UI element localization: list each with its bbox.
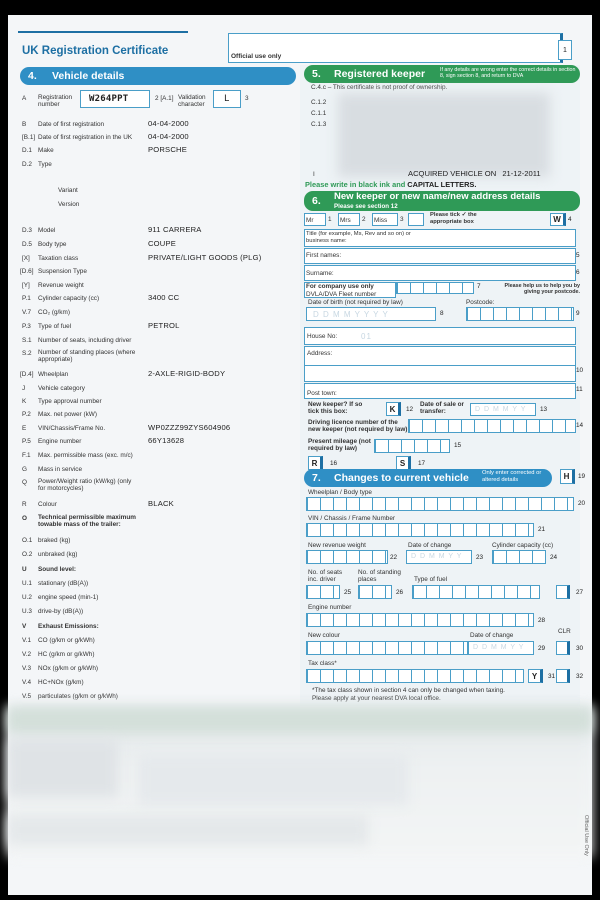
new-revenue-field[interactable] — [306, 550, 388, 564]
row-label: Version — [58, 201, 80, 208]
row-label: Number of seats, including driver — [38, 337, 132, 344]
row-code: [B.1] — [22, 134, 36, 141]
row-label: Power/Weight ratio (kW/kg) (only for motorcycles) — [38, 478, 132, 493]
first-names-label: First names: — [306, 252, 342, 259]
postcode-label: Postcode: — [466, 299, 495, 306]
row-code: K — [22, 398, 27, 405]
row-value: PORSCHE — [148, 145, 187, 154]
fleet-label: DVLA/DVA Fleet number — [306, 291, 377, 298]
h-box — [560, 469, 575, 484]
date-change2-placeholder: D D M M Y Y — [473, 644, 525, 651]
date-sale-field[interactable] — [470, 403, 536, 416]
row-value: PRIVATE/LIGHT GOODS (PLG) — [148, 253, 262, 262]
first-names-num: 5 — [576, 252, 580, 259]
cylinder-label: Cylinder capacity (cc) — [492, 542, 554, 549]
row-label: particulates (g/km or g/kWh) — [38, 693, 118, 700]
surname-label: Surname: — [306, 270, 334, 277]
mrs-num: 2 — [362, 216, 366, 223]
wheelplan-field[interactable] — [306, 497, 574, 511]
side-official-use: Official Use Only — [583, 815, 589, 856]
row-code: [D.4] — [20, 371, 34, 378]
fleet-num: 7 — [477, 283, 481, 290]
fleet-number-boxes[interactable] — [396, 282, 474, 294]
tick-note: Please tick ✓ the appropriate box — [430, 212, 477, 225]
licence-num: 14 — [576, 422, 584, 429]
date-change-label: Date of change — [408, 542, 452, 549]
company-use-box — [304, 282, 396, 298]
engine-change-label: Engine number — [308, 604, 352, 611]
row-value: 04-04-2000 — [148, 119, 189, 128]
ink-instruction-text: Please write in black ink and — [305, 180, 408, 189]
title-checkboxes-row — [304, 213, 580, 227]
row-label: Date of first registration — [38, 121, 105, 128]
tax-footnote-2: Please apply at your nearest DVA local office. — [312, 695, 441, 702]
row-code: V.3 — [22, 665, 32, 672]
acquired-label: ACQUIRED VEHICLE ON — [408, 169, 497, 178]
row-code: [D.6] — [20, 268, 34, 275]
section6-header — [304, 191, 580, 211]
section7-title: Changes to current vehicle — [334, 472, 469, 484]
engine-change-field[interactable] — [306, 613, 534, 627]
row-value: 911 CARRERA — [148, 225, 202, 234]
cylinder-field[interactable] — [492, 550, 546, 564]
y-box-letter: Y — [531, 672, 538, 681]
cylinder-num: 24 — [550, 554, 558, 561]
standing-label: No. of standing places — [358, 569, 401, 584]
section4-title: Vehicle details — [52, 70, 125, 82]
r-box — [308, 456, 323, 470]
row-label: Technical permissible maximum towable mass of the trailer: — [38, 514, 136, 529]
house-no-field[interactable] — [304, 327, 576, 345]
clr-box[interactable] — [556, 641, 570, 655]
row-value: COUPE — [148, 239, 177, 248]
clr-num: 30 — [576, 645, 584, 652]
row-code: G — [22, 466, 27, 473]
miss-num: 3 — [400, 216, 404, 223]
h-num: 19 — [578, 473, 586, 480]
acquired-vehicle-line — [408, 169, 541, 178]
miss-label: Miss — [374, 217, 388, 224]
address-field[interactable] — [304, 346, 576, 382]
licence-label: Driving licence number of the new keeper (not required by law) — [308, 419, 408, 434]
registration-number-box — [80, 90, 150, 108]
registration-number: W264PPT — [89, 94, 129, 104]
first-names-field[interactable] — [304, 248, 576, 264]
date-change2-label: Date of change — [470, 632, 514, 639]
official-use-label: Official use only — [231, 53, 282, 60]
vin-change-num: 21 — [538, 526, 546, 533]
redacted-keeper-details — [338, 93, 550, 177]
row-label: drive-by (dB(A)) — [38, 608, 84, 615]
tax-class-field[interactable] — [306, 669, 524, 683]
section5-note: If any details are wrong enter the correct details in section 8, sign section 8, and return to DVA — [440, 67, 576, 80]
row-code: D.3 — [22, 227, 32, 234]
row-code: [X] — [22, 255, 30, 262]
s-num: 17 — [418, 460, 426, 467]
row-code: V.7 — [22, 309, 32, 316]
seats-num: 25 — [344, 589, 352, 596]
acquired-date: 21-12-2011 — [502, 169, 541, 178]
dob-label: Date of birth (not required by law) — [308, 299, 403, 306]
redacted-block-1 — [8, 739, 118, 797]
section5-number: 5. — [312, 68, 321, 80]
row-code: U.1 — [22, 580, 32, 587]
row-label: engine speed (min-1) — [38, 594, 99, 601]
section6-subtitle: Please see section 12 — [334, 203, 398, 210]
row-code: S.1 — [22, 337, 32, 344]
tax-code-box[interactable] — [556, 669, 570, 683]
address-divider — [305, 365, 575, 366]
seats-field[interactable] — [306, 585, 340, 599]
postcode-field[interactable] — [466, 307, 574, 321]
row-label: VIN/Chassis/Frame No. — [38, 425, 106, 432]
k-box-letter: K — [389, 405, 396, 414]
address-label: Address: — [307, 350, 333, 357]
company-use-label: For company use only — [306, 283, 374, 290]
section5-title: Registered keeper — [334, 68, 426, 80]
row-label: Mass in service — [38, 466, 83, 473]
row-label: Wheelplan — [38, 371, 69, 378]
r-num: 16 — [330, 460, 338, 467]
fuel-field[interactable] — [412, 585, 540, 599]
row-label: Revenue weight — [38, 282, 84, 289]
row-code: U — [22, 566, 27, 573]
h-box-letter: H — [563, 472, 570, 481]
row-label: HC (g/km or g/kWh) — [38, 651, 95, 658]
row-label: Max. permissible mass (exc. m/c) — [38, 452, 133, 459]
row-value: PETROL — [148, 321, 180, 330]
row-label: Body type — [38, 241, 67, 248]
mrs-label: Mrs — [340, 217, 351, 224]
row-label: Model — [38, 227, 56, 234]
r-box-letter: R — [311, 459, 318, 468]
row-code: P.5 — [22, 438, 31, 445]
row-value: 2-AXLE-RIGID-BODY — [148, 369, 226, 378]
miss-checkbox[interactable] — [372, 213, 398, 226]
row-code: U.3 — [22, 608, 32, 615]
row-code: V.2 — [22, 651, 32, 658]
row-label: Vehicle category — [38, 385, 85, 392]
row-code: O.1 — [22, 537, 33, 544]
keeper-code-c11: C.1.1 — [311, 110, 327, 117]
redacted-block-2 — [138, 755, 408, 805]
post-town-label: Post town: — [307, 390, 337, 397]
row-value: 66Y13628 — [148, 436, 185, 445]
keeper-code-c13: C.1.3 — [311, 121, 327, 128]
row-label: Type approval number — [38, 398, 102, 405]
redacted-band-green — [8, 707, 592, 733]
row-code: U.2 — [22, 594, 32, 601]
row-value: WP0ZZZ99ZYS604906 — [148, 423, 231, 432]
row-label: Engine number — [38, 438, 82, 445]
row-code: P.1 — [22, 295, 31, 302]
section4-number: 4. — [28, 70, 37, 82]
new-keeper-question: New keeper? If so tick this box: — [308, 401, 363, 416]
tax-footnote-1: *The tax class shown in section 4 can only be changed when taxing. — [312, 687, 505, 694]
row-code: F.1 — [22, 452, 31, 459]
new-colour-label: New colour — [308, 632, 340, 639]
date-sale-label: Date of sale or transfer: — [420, 401, 465, 416]
standing-field[interactable] — [358, 585, 392, 599]
row-code: S.2 — [22, 350, 32, 357]
s-box-letter: S — [399, 459, 406, 468]
validation-character-box — [213, 90, 241, 108]
date-sale-placeholder: D D M M Y Y — [475, 406, 527, 413]
row-label: Make — [38, 147, 54, 154]
row-code: D.5 — [22, 241, 32, 248]
surname-field[interactable] — [304, 265, 576, 281]
row-label: CO (g/km or g/kWh) — [38, 637, 95, 644]
section5-header — [304, 65, 580, 83]
fuel-num: 27 — [576, 589, 584, 596]
row-label: Date of first registration in the UK — [38, 134, 133, 141]
row-label: Cylinder capacity (cc) — [38, 295, 100, 302]
mr-label: Mr — [306, 217, 314, 224]
row-label: braked (kg) — [38, 537, 71, 544]
mileage-field[interactable] — [374, 439, 450, 453]
w-box — [550, 213, 566, 226]
new-revenue-label: New revenue weight — [308, 542, 366, 549]
y-num: 31 — [548, 673, 556, 680]
section7-header — [304, 469, 552, 487]
dob-field[interactable] — [306, 307, 436, 321]
row-label: HC+NOx (g/km) — [38, 679, 84, 686]
row-code: P.2 — [22, 411, 31, 418]
row-label: Max. net power (kW) — [38, 411, 97, 418]
row-code: R — [22, 501, 27, 508]
reg-label: Registration number — [38, 94, 73, 109]
house-no-placeholder: 01 — [361, 332, 372, 341]
registration-certificate — [8, 15, 592, 895]
validation-label: Validation character — [178, 94, 206, 109]
clr-label: CLR — [558, 628, 571, 635]
section6-number: 6. — [312, 195, 321, 207]
row-code: B — [22, 121, 27, 128]
row-code: P.3 — [22, 323, 31, 330]
address-num: 10 — [576, 367, 584, 374]
date-change-num: 23 — [476, 554, 484, 561]
date-change-field[interactable] — [406, 550, 472, 564]
colour-num: 29 — [538, 645, 546, 652]
title-business-field[interactable] — [304, 229, 576, 247]
new-revenue-num: 22 — [390, 554, 398, 561]
row-label: Type — [38, 161, 52, 168]
wheelplan-num: 20 — [578, 500, 586, 507]
dob-num: 8 — [440, 310, 444, 317]
row-label: Type of fuel — [38, 323, 72, 330]
tax-class-label: Tax class* — [308, 660, 337, 667]
post-town-field[interactable] — [304, 383, 576, 399]
document-title: UK Registration Certificate — [22, 45, 169, 57]
mrs-checkbox[interactable] — [338, 213, 360, 226]
fuel-label: Type of fuel — [414, 576, 448, 583]
row-code: V.1 — [22, 637, 32, 644]
new-keeper-num: 12 — [406, 406, 414, 413]
row-code: O.2 — [22, 551, 33, 558]
row-code: D.1 — [22, 147, 32, 154]
acquired-code: I — [313, 171, 315, 178]
validation-character: L — [224, 94, 230, 104]
row-value: 04-04-2000 — [148, 132, 189, 141]
reg-code: A — [22, 95, 27, 102]
date-sale-num: 13 — [540, 406, 548, 413]
mr-checkbox[interactable] — [304, 213, 326, 226]
help-postcode-note: Please help us to help you by giving your postcode. — [504, 283, 580, 296]
dob-placeholder: D D M M Y Y Y Y — [313, 310, 389, 319]
w-num: 4 — [568, 216, 572, 223]
row-code: J — [22, 385, 26, 392]
vin-change-label: VIN / Chassis / Frame Number — [308, 515, 396, 522]
date-change-placeholder: D D M M Y Y — [411, 553, 463, 560]
row-label: Suspension Type — [38, 268, 87, 275]
page-number: 1 — [563, 47, 567, 54]
section7-note: Only enter corrected or altered details — [482, 470, 542, 483]
fuel-code-box[interactable] — [556, 585, 570, 599]
row-code: Q — [22, 479, 27, 486]
validation-code: 2 [A.1] — [155, 95, 174, 102]
mileage-label: Present mileage (not required by law) — [308, 438, 371, 453]
row-value: BLACK — [148, 499, 174, 508]
postcode-num: 9 — [576, 310, 580, 317]
w-box-letter: W — [553, 215, 561, 224]
page-number-box — [558, 40, 572, 60]
redacted-block-3 — [8, 815, 368, 845]
row-label: stationary (dB(A)) — [38, 580, 89, 587]
row-code: O — [22, 515, 27, 522]
row-label: Taxation class — [38, 255, 79, 262]
row-label: Variant — [58, 187, 78, 194]
surname-num: 6 — [576, 269, 580, 276]
row-label: Exhaust Emissions: — [38, 623, 99, 630]
title-business-label: Title (for example, Ms, Rev and so on) or business name: — [306, 231, 411, 244]
tax-num: 32 — [576, 673, 584, 680]
house-no-label: House No: — [307, 333, 338, 340]
row-code: V.4 — [22, 679, 32, 686]
proof-of-ownership-note: C.4.c – This certificate is not proof of ownership. — [311, 84, 448, 91]
row-code: E — [22, 425, 27, 432]
row-label: CO₂ (g/km) — [38, 309, 70, 316]
date-change2-field[interactable] — [468, 641, 534, 655]
wheelplan-label: Wheelplan / Body type — [308, 489, 372, 496]
y-box — [528, 669, 543, 683]
row-label: unbraked (kg) — [38, 551, 78, 558]
validation-num: 3 — [245, 95, 249, 102]
row-value: 3400 CC — [148, 293, 180, 302]
post-town-num: 11 — [576, 386, 583, 393]
section4-header — [20, 67, 296, 85]
licence-field[interactable] — [408, 419, 576, 433]
row-code: V.5 — [22, 693, 32, 700]
official-use-box — [228, 33, 563, 63]
s-box — [396, 456, 411, 470]
row-code: [Y] — [22, 282, 30, 289]
ink-instruction-caps: CAPITAL LETTERS. — [407, 180, 477, 189]
new-colour-field[interactable] — [306, 641, 468, 655]
row-label: Sound level: — [38, 566, 76, 573]
engine-change-num: 28 — [538, 617, 546, 624]
seats-label: No. of seats inc. driver — [308, 569, 343, 584]
header-underline — [18, 31, 188, 33]
section6-title: New keeper or new name/new address details — [334, 191, 541, 202]
row-code: D.2 — [22, 161, 32, 168]
mr-num: 1 — [328, 216, 332, 223]
row-label: NOx (g/km or g/kWh) — [38, 665, 99, 672]
vin-change-field[interactable] — [306, 523, 534, 537]
keeper-code-c12: C.1.2 — [311, 99, 327, 106]
row-label: Number of standing places (where appropriate) — [38, 349, 136, 364]
miss-extra-box[interactable] — [408, 213, 424, 226]
row-label: Colour — [38, 501, 57, 508]
new-keeper-checkbox[interactable] — [386, 402, 401, 416]
row-code: V — [22, 623, 27, 630]
section7-number: 7. — [312, 472, 321, 484]
standing-num: 26 — [396, 589, 404, 596]
mileage-num: 15 — [454, 442, 462, 449]
